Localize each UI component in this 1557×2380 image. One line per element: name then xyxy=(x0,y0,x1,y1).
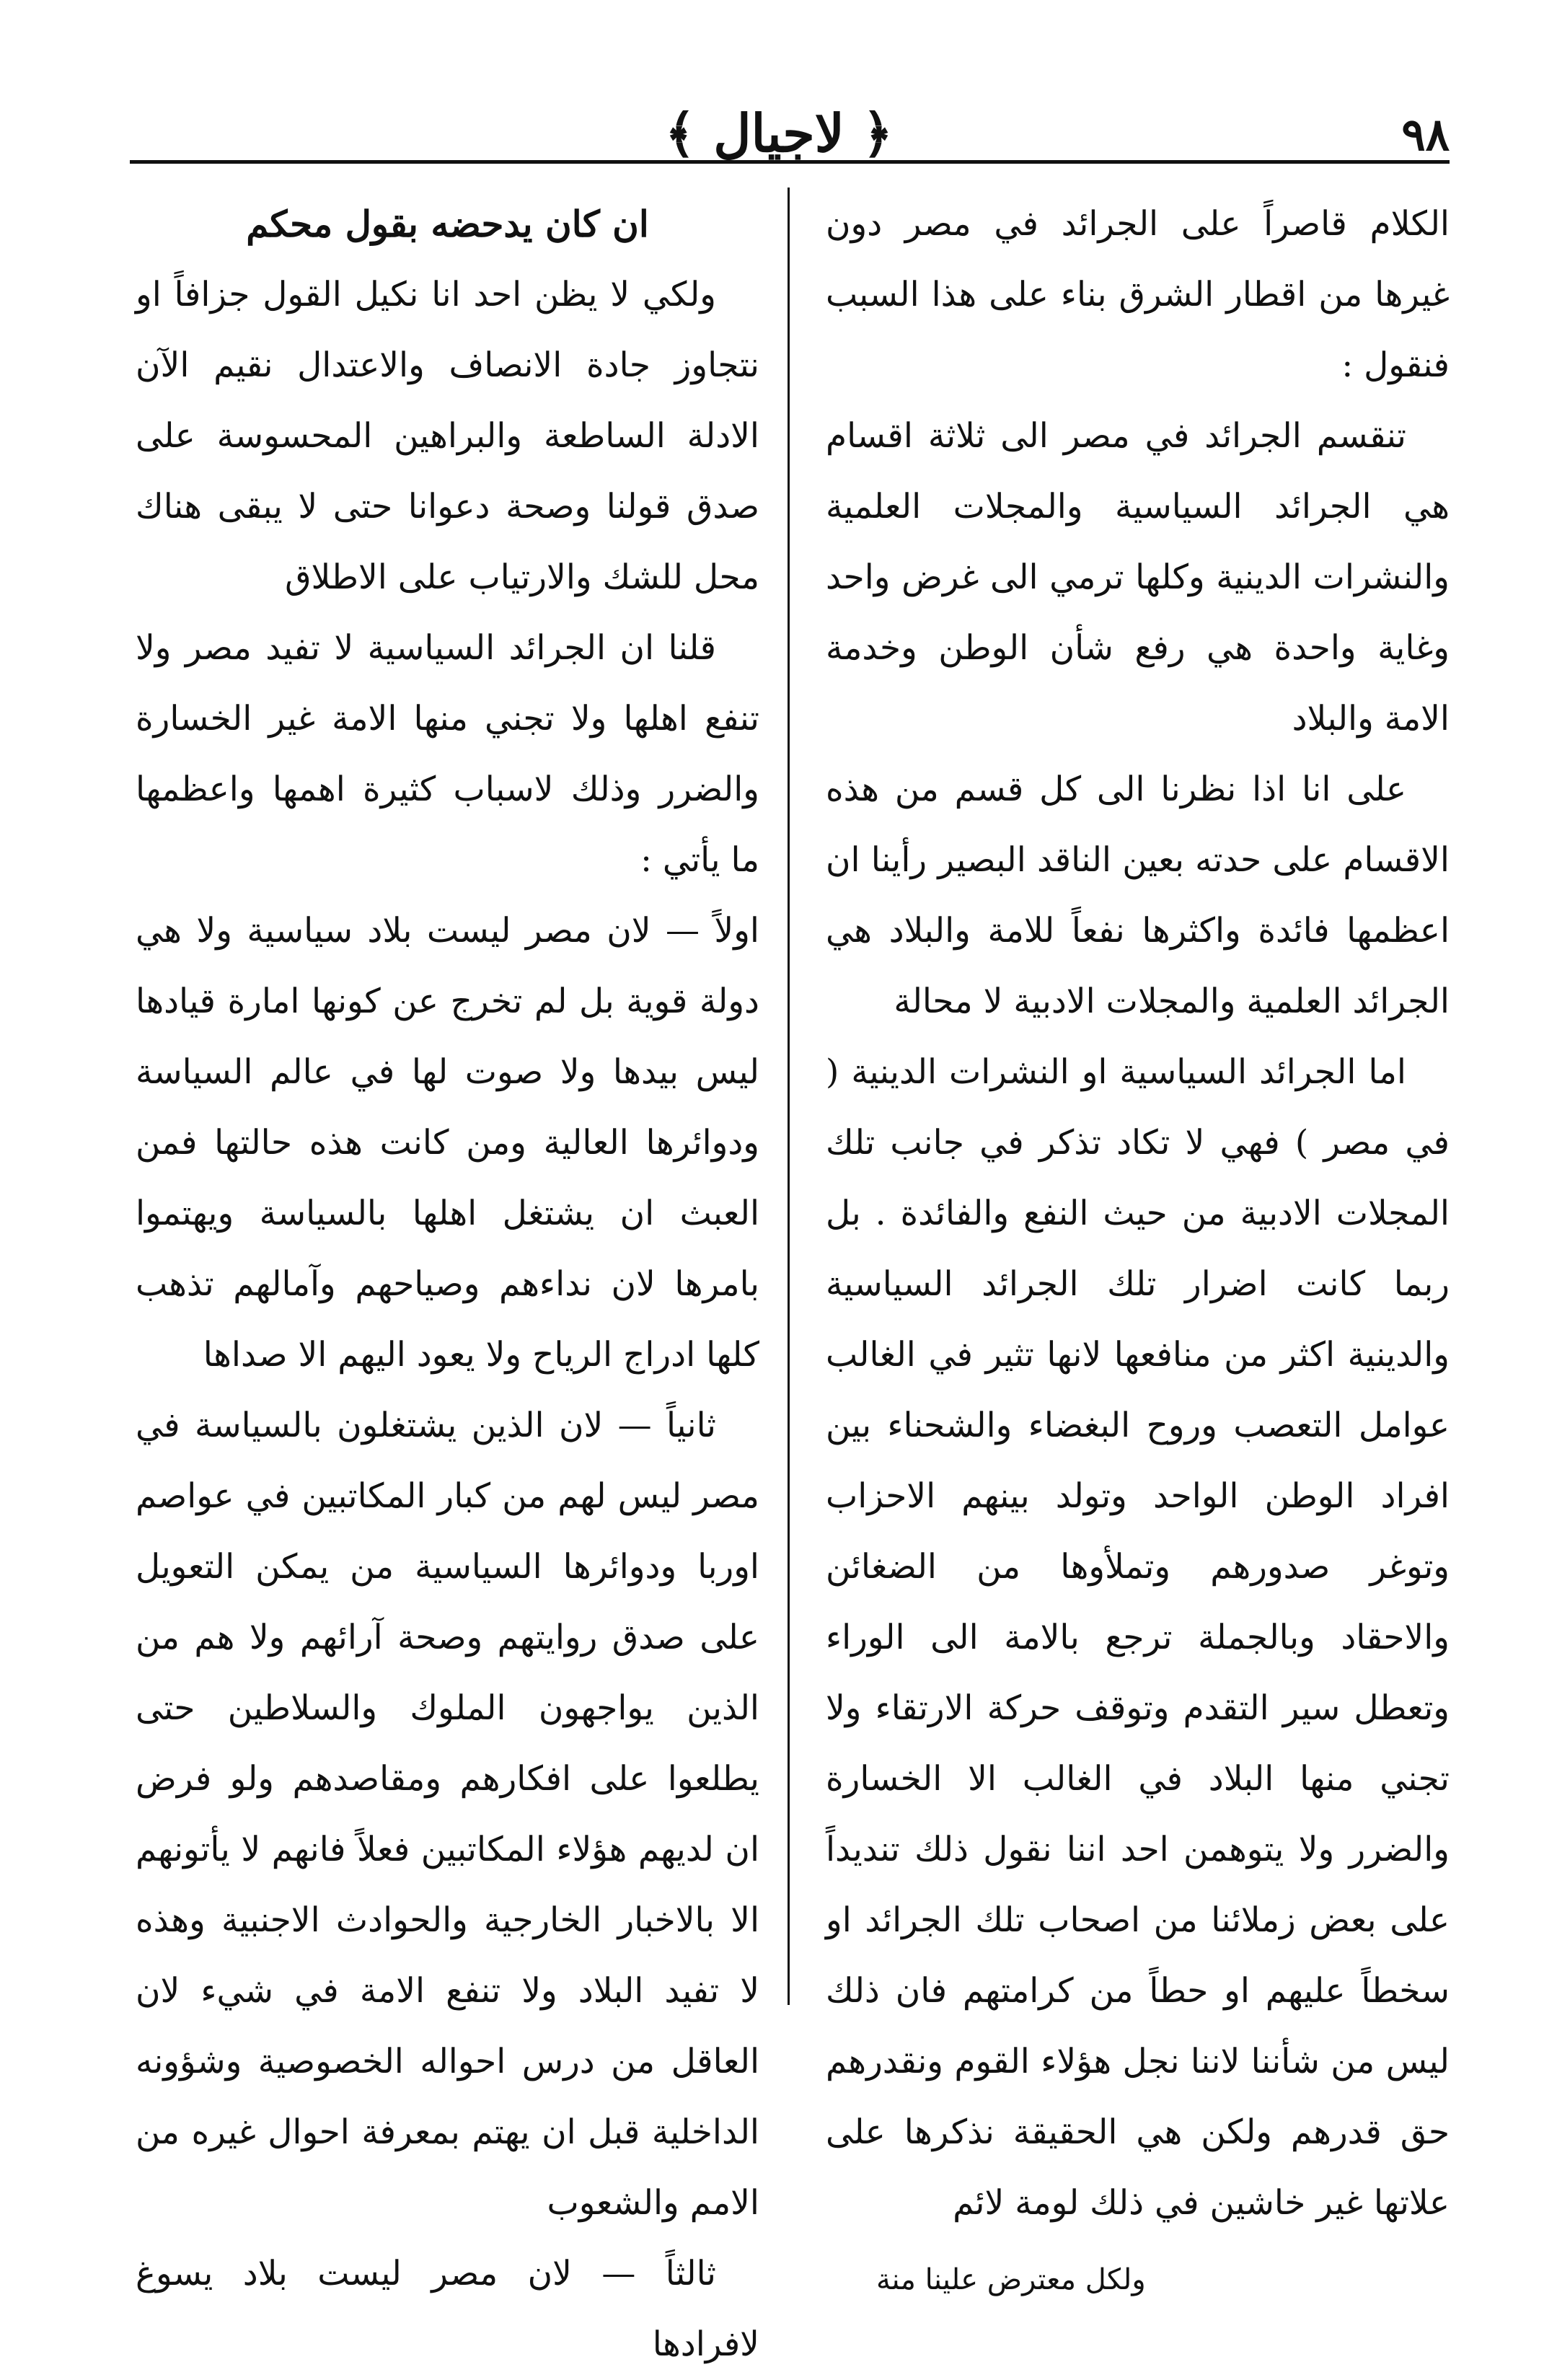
paragraph: تنقسم الجرائد في مصر الى ثلاثة اقسام هي الجرائد السياسية والمجلات العلمية والنشرات الدينية وكلها ترمي الى غرض واحد وغاية واحدة هي رفع شأن الوطن وخدمة الامة والبلاد xyxy=(826,416,1450,739)
paragraph: الكلام قاصراً على الجرائد في مصر دون غيرها من اقطار الشرق بناء على هذا السبب فنقول : xyxy=(826,204,1450,385)
column-divider xyxy=(788,188,790,2005)
paragraph: ثانياً — لان الذين يشتغلون بالسياسة في مصر ليس لهم من كبار المكاتبين في عواصم اوربا ودوائرها السياسية من يمكن التعويل على صدق روايتهم وصحة آرائهم ولا هم من الذين يواجهون الملوك والسلاطين حتى يطلعوا على افكارهم ومقاصدهم ولو فرض ان لديهم هؤلاء المكاتبين فعلاً فانهم لا يأتونهم الا بالاخبار الخارجية والحوادث الاجنبية وهذه لا تفيد البلاد ولا تنفع الامة في شيء لان العاقل من درس احواله الخصوصية وشؤونه الداخلية قبل ان يهتم بمعرفة احوال غيره من الامم والشعوب xyxy=(136,1406,759,2223)
running-title: ﴿ لاجيال ﴾ xyxy=(664,102,894,164)
paragraph: اولاً — لان مصر ليست بلاد سياسية ولا هي دولة قوية بل لم تخرج عن كونها امارة قيادها ليس بيدها ولا صوت لها في عالم السياسة ودوائرها العالية ومن كانت هذه حالتها فمن العبث ان يشتغل اهلها بالسياسة ويهتموا بامرها لان نداءهم وصياحهم وآمالهم تذهب كلها ادراج الرياح ولا يعود اليهم الا صداها xyxy=(136,911,759,1375)
left-column xyxy=(136,189,759,2380)
paragraph: على انا اذا نظرنا الى كل قسم من هذه الاقسام على حدته بعين الناقد البصير رأينا ان اعظمها فائدة واكثرها نفعاً للامة والبلاد هي الجرائد العلمية والمجلات الادبية لا محالة xyxy=(826,770,1450,1021)
paragraph: ثالثاً — لان مصر ليست بلاد يسوغ لافرادها xyxy=(136,2254,759,2364)
paragraph: اما الجرائد السياسية او النشرات الدينية ( في مصر ) فهي لا تكاد تذكر في جانب تلك المجلات الادبية من حيث النفع والفائدة . بل ربما كانت اضرار تلك الجرائد السياسية والدينية اكثر من منافعها لانها تثير في الغالب عوامل التعصب وروح البغضاء والشحناء بين افراد الوطن الواحد وتولد بينهم الاحزاب وتوغر صدورهم وتملأوها من الضغائن والاحقاد وبالجملة ترجع بالامة الى الوراء وتعطل سير التقدم وتوقف حركة الارتقاء ولا تجني منها البلاد في الغالب الا الخسارة والضرر ولا يتوهمن احد اننا نقول ذلك تنديداً على بعض زملائنا من اصحاب تلك الجرائد او سخطاً عليهم او حطاً من كرامتهم فان ذلك ليس من شأننا لاننا نجل هؤلاء القوم ونقدرهم حق قدرهم ولكن هي الحقيقة نذكرها على علاتها غير خاشين في ذلك لومة لائم xyxy=(826,1052,1450,2223)
verse-line: ان كان يدحضه بقول محكم xyxy=(246,203,649,245)
page-header xyxy=(0,0,1557,169)
paragraph: ولكي لا يظن احد انا نكيل القول جزافاً او نتجاوز جادة الانصاف والاعتدال نقيم الآن الادلة الساطعة والبراهين المحسوسة على صدق قولنا وصحة دعوانا حتى لا يبقى هناك محل للشك والارتياب على الاطلاق xyxy=(136,275,759,597)
paragraph: قلنا ان الجرائد السياسية لا تفيد مصر ولا تنفع اهلها ولا تجني منها الامة غير الخسارة والضرر وذلك لاسباب كثيرة اهمها واعظمها ما يأتي : xyxy=(136,628,759,880)
header-rule xyxy=(130,160,1450,164)
closing-verse: ولكل معترض علينا منة xyxy=(876,2263,1146,2296)
page-number: ٩٨ xyxy=(1401,108,1450,161)
right-column xyxy=(826,189,1450,2315)
